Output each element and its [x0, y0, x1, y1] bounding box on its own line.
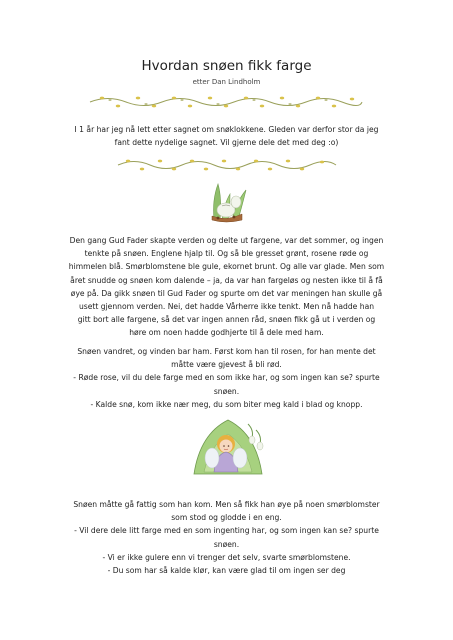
- intro-paragraph: I 1 år har jeg nå lett etter sagnet om snøklokkene. Gleden var derfor stor da jeg fant dette nydelige sagnet. Vil gjerne dele det med deg :o): [74, 125, 379, 148]
- story-paragraph-3: Snøen måtte gå fattig som han kom. Men så fikk han øye på noen smørblomster som stod og glodde i en eng. - Vil dere dele litt farge med en som ingenting har, og som ingen kan se? spurte snøen. - Vi er ikke gulere enn vi trenger det selv, svarte smørblomstene. - Du som har så kalde klør, kan være glad til om ingen ser deg: [73, 500, 380, 576]
- story-paragraph-2: Snøen vandret, og vinden bar ham. Først kom han til rosen, for han mente det måtte være gjevest å bli rød. - Røde rose, vil du dele farge med en som ikke har, og som ingen kan se? spurte snøen. - Kalde snø, kom ikke nær meg, du som biter meg kald i blad og knopp.: [73, 347, 380, 409]
- document-author: etter Dan Lindholm: [192, 78, 261, 86]
- snowdrop-bouquet-illustration-icon: [202, 180, 252, 224]
- vine-divider-icon: [88, 93, 364, 111]
- angel-in-leaf-illustration-icon: [190, 414, 266, 480]
- vine-divider-icon: [116, 156, 338, 174]
- story-paragraph-1: Den gang Gud Fader skapte verden og delte ut fargene, var det sommer, og ingen tenkte på snøen. Englene hjalp til. Og så ble gresset grønt, rosene røde og himmelen blå. Smørblomstene ble gule, ekornet brunt. Og alle var glade. Men som året snudde og snøen kom dalende – ja, da var han fargeløs og nesten ikke til å få øye på. Da gikk snøen til Gud Fader og spurte om det var meningen han skulle gå usett gjennom verden. Nei, det hadde Vårherre ikke tenkt. Men nå hadde han gitt bort alle fargene, så det var ingen annen råd, snøen fikk gå ut i verden og høre om noen hadde godhjerte til å dele med ham.: [68, 236, 385, 338]
- document-title: Hvordan snøen fikk farge: [141, 58, 312, 74]
